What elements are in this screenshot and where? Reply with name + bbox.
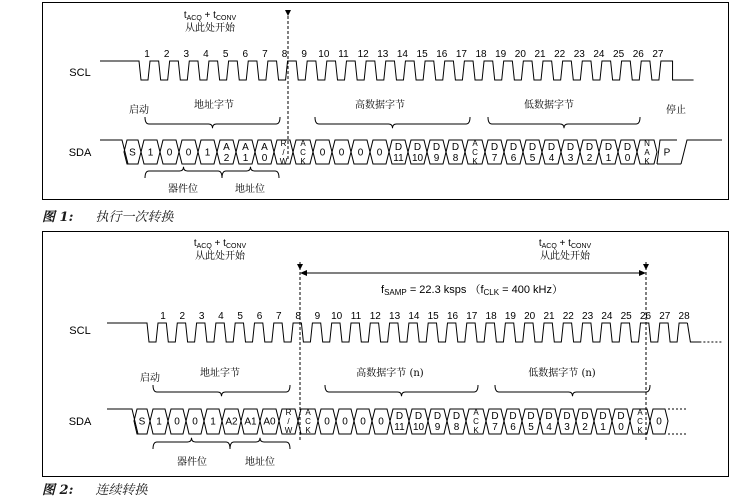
brace-device-bits-2 — [153, 438, 230, 449]
clock-number: 26 — [632, 49, 644, 60]
sda-bit-label: D 7 — [491, 411, 499, 433]
sda-bit-label: A0 — [263, 416, 276, 428]
fsamp-label: fSAMP = 22.3 ksps （fCLK = 400 kHz） — [381, 284, 563, 297]
sda-bit-label: A C K — [473, 407, 479, 435]
scl-tail-2 — [687, 323, 701, 342]
t-acq-conv-label-2-1 — [194, 238, 247, 262]
start-here-label-2-1: 从此处开始 — [195, 251, 245, 262]
sda-bit-label: 0 — [338, 147, 345, 159]
sda-bit-label: S — [129, 147, 136, 159]
clock-number: 17 — [466, 311, 478, 322]
clock-number: 17 — [455, 49, 467, 60]
clock-number: 3 — [183, 49, 190, 60]
fsamp-arrow-left — [300, 270, 307, 276]
group-address-label-2: 地址字节 — [200, 368, 240, 379]
clock-number: 9 — [301, 49, 307, 60]
clock-number: 4 — [218, 311, 224, 322]
clock-number: 20 — [514, 49, 526, 60]
sda-bit-label: D 8 — [451, 142, 460, 164]
sda-bit-label: 0 — [319, 147, 326, 159]
sda-bit-label: R / W — [279, 138, 288, 166]
svg-text:tACQ + tCONV: $t_{ACQ} + t_{CONV}$ — [538, 238, 592, 250]
start-here-label-2-2: 从此处开始 — [540, 251, 590, 262]
clock-number: 1 — [144, 49, 150, 60]
clock-number: 15 — [427, 311, 439, 322]
figure-1-caption — [42, 206, 173, 225]
start-label-1: 启动 — [129, 105, 149, 116]
sda-bit-label: N A K — [644, 138, 650, 166]
clock-number: 14 — [396, 49, 409, 60]
sda-label-1: SDA — [68, 147, 92, 159]
sda-bit-label: D 1 — [599, 411, 607, 433]
clock-number: 8 — [281, 49, 288, 60]
brace-device-bits-1 — [145, 167, 222, 178]
brace-address-2 — [153, 385, 290, 396]
sda-bit-label: 1 — [156, 416, 162, 428]
sda-bit-label: A 2 — [223, 142, 230, 164]
scl-waveform-2 — [107, 323, 687, 342]
clock-number: 7 — [262, 49, 268, 60]
group-address-label-1: 地址字节 — [194, 100, 234, 111]
brace-high-2 — [325, 385, 478, 396]
svg-text:tACQ + tCONV: $t_{ACQ} + t_{CONV}$ — [193, 238, 247, 250]
sda-bit-label: 0 — [376, 147, 383, 159]
device-bits-label-1: 器件位 — [168, 184, 198, 195]
clock-number: 10 — [331, 311, 343, 322]
clock-number: 16 — [436, 49, 448, 60]
brace-low-1 — [488, 117, 640, 128]
sda-label-2: SDA — [68, 416, 92, 428]
clock-number: 13 — [389, 311, 401, 322]
figure-2-caption-label: 图 2: — [42, 483, 74, 498]
clock-number: 9 — [314, 311, 321, 322]
group-low-label-1: 低数据字节 — [524, 100, 574, 111]
scl-label-1: SCL — [69, 67, 91, 79]
start-here-label-1-1: 从此处开始 — [185, 23, 235, 34]
clock-number: 25 — [620, 311, 632, 322]
clock-number: 18 — [485, 311, 497, 322]
sda-bit-label: 0 — [174, 416, 180, 428]
clock-number: 8 — [295, 311, 301, 322]
sda-bit-label: D 9 — [432, 142, 441, 164]
sda-bit-label: D 5 — [527, 411, 535, 433]
sda-bit-label: A C K — [305, 407, 311, 435]
sda-bit-label: D 0 — [623, 142, 632, 164]
sda-bit-label: P — [663, 147, 671, 159]
clock-number: 21 — [543, 311, 555, 322]
sda-bit-label: D 3 — [566, 142, 575, 164]
sda-bit-label: D 8 — [452, 411, 461, 433]
clock-number: 23 — [573, 49, 585, 60]
figure-2-caption-text: 连续转换 — [95, 483, 148, 498]
sda-bit-label: D 7 — [490, 142, 499, 164]
sda-bit-label: D 9 — [433, 411, 442, 433]
clock-number: 6 — [242, 49, 249, 60]
sda-bit-label: D 2 — [581, 411, 589, 433]
sda-bit-label: 0 — [192, 416, 198, 428]
clock-number: 2 — [179, 311, 186, 322]
sda-bit-label: A C K — [637, 407, 643, 435]
device-bits-label-2: 器件位 — [177, 457, 207, 468]
clock-number: 15 — [416, 49, 428, 60]
clock-number: 27 — [652, 49, 664, 60]
clock-number: 11 — [350, 311, 362, 322]
scl-waveform-1 — [100, 61, 694, 80]
sda-bit-label: A C K — [300, 138, 306, 166]
clock-number: 22 — [562, 311, 574, 322]
sda-bit-label: 0 — [166, 147, 173, 159]
sda-bit-label: A 0 — [261, 142, 268, 164]
sda-lead-2 — [107, 409, 138, 434]
start-label-2: 启动 — [140, 373, 160, 384]
sda-bit-label: 1 — [210, 416, 216, 428]
svg-text:tACQ + tCONV: $t_{ACQ} + t_{CONV}$ — [183, 10, 237, 22]
clock-number: 18 — [475, 49, 487, 60]
figure-2-caption — [42, 479, 147, 498]
scl-label-2: SCL — [69, 325, 91, 337]
clock-number: 19 — [495, 49, 507, 60]
figure-1-caption-label: 图 1: — [42, 210, 74, 225]
sda-bit-label: D 6 — [509, 142, 518, 164]
clock-number: 14 — [408, 311, 420, 322]
clock-number: 13 — [377, 49, 389, 60]
brace-address-bits-1 — [222, 167, 279, 178]
sda-bit-label: D 11 — [394, 411, 405, 433]
clock-number: 24 — [601, 311, 613, 322]
brace-high-1 — [315, 117, 470, 128]
sda-bit-label: 0 — [324, 416, 330, 428]
group-high-label-1: 高数据字节 — [355, 100, 405, 111]
clock-number: 7 — [276, 311, 282, 322]
sda-bit-label: D 5 — [528, 142, 537, 164]
sda-bit-label: A 1 — [242, 142, 249, 164]
fsamp-arrow-right — [639, 270, 646, 276]
start-marker-arrow-1 — [285, 10, 291, 16]
clock-number: 12 — [369, 311, 381, 322]
sda-bit-label: D 2 — [585, 142, 594, 164]
address-bits-label-1: 地址位 — [235, 184, 265, 195]
group-high-label-2: 高数据字节 (n) — [356, 368, 424, 379]
clock-number: 26 — [639, 311, 652, 322]
clock-number: 25 — [613, 49, 625, 60]
brace-address-1 — [145, 117, 280, 128]
stop-label-1: 停止 — [666, 105, 686, 116]
clock-number: 11 — [338, 49, 349, 60]
sda-bit-label: D 3 — [563, 411, 571, 433]
sda-bit-label: 0 — [378, 416, 384, 428]
sda-bit-label: D 4 — [545, 411, 553, 433]
clock-number: 10 — [318, 49, 330, 60]
clock-number: 5 — [222, 49, 229, 60]
clock-number: 27 — [659, 311, 671, 322]
sda-bit-label: R / W — [284, 407, 293, 435]
clock-number: 21 — [534, 49, 546, 60]
clock-number: 22 — [554, 49, 566, 60]
clock-number: 2 — [163, 49, 170, 60]
sda-bit-label: D 6 — [509, 411, 517, 433]
sda-bit-label: D 4 — [547, 142, 556, 164]
brace-address-bits-2 — [230, 438, 290, 449]
clock-number: 16 — [446, 311, 459, 322]
sda-bit-label: 0 — [656, 416, 662, 428]
figure-1-caption-text: 执行一次转换 — [95, 210, 174, 225]
clock-number: 24 — [593, 49, 605, 60]
sda-bit-label: 0 — [360, 416, 366, 428]
sda-bit-label: D 0 — [617, 411, 625, 433]
clock-number: 20 — [524, 311, 536, 322]
group-low-label-2: 低数据字节 (n) — [528, 368, 596, 379]
brace-low-2 — [495, 385, 650, 396]
sda-bit-label: A1 — [244, 416, 257, 428]
t-acq-conv-label-2-2 — [539, 238, 592, 262]
figure-2-frame — [43, 232, 729, 477]
clock-number: 23 — [582, 311, 594, 322]
clock-number: 1 — [160, 311, 166, 322]
clock-number: 19 — [504, 311, 516, 322]
clock-number: 5 — [237, 311, 243, 322]
sda-bit-label: S — [138, 416, 146, 428]
sda-bit-label: 0 — [342, 416, 348, 428]
clock-number: 4 — [203, 49, 209, 60]
t-acq-conv-label-1-1 — [184, 10, 237, 34]
sda-bit-label: D 10 — [411, 142, 424, 164]
sda-bit-label: D 11 — [393, 142, 404, 164]
sda-bit-label: D 1 — [604, 142, 613, 164]
clock-number: 28 — [678, 311, 690, 322]
clock-number: 6 — [256, 311, 263, 322]
sda-bit-label: A2 — [225, 416, 238, 428]
sda-bit-label: 1 — [147, 147, 154, 159]
clock-number: 3 — [198, 311, 205, 322]
sda-bit-label: 1 — [204, 147, 211, 159]
sda-bit-label: 0 — [357, 147, 364, 159]
sda-bit-label: D 10 — [412, 411, 425, 433]
clock-number: 12 — [357, 49, 369, 60]
sda-bit-label: A C K — [472, 138, 478, 166]
address-bits-label-2: 地址位 — [245, 457, 275, 468]
sda-bit-label: 0 — [185, 147, 192, 159]
